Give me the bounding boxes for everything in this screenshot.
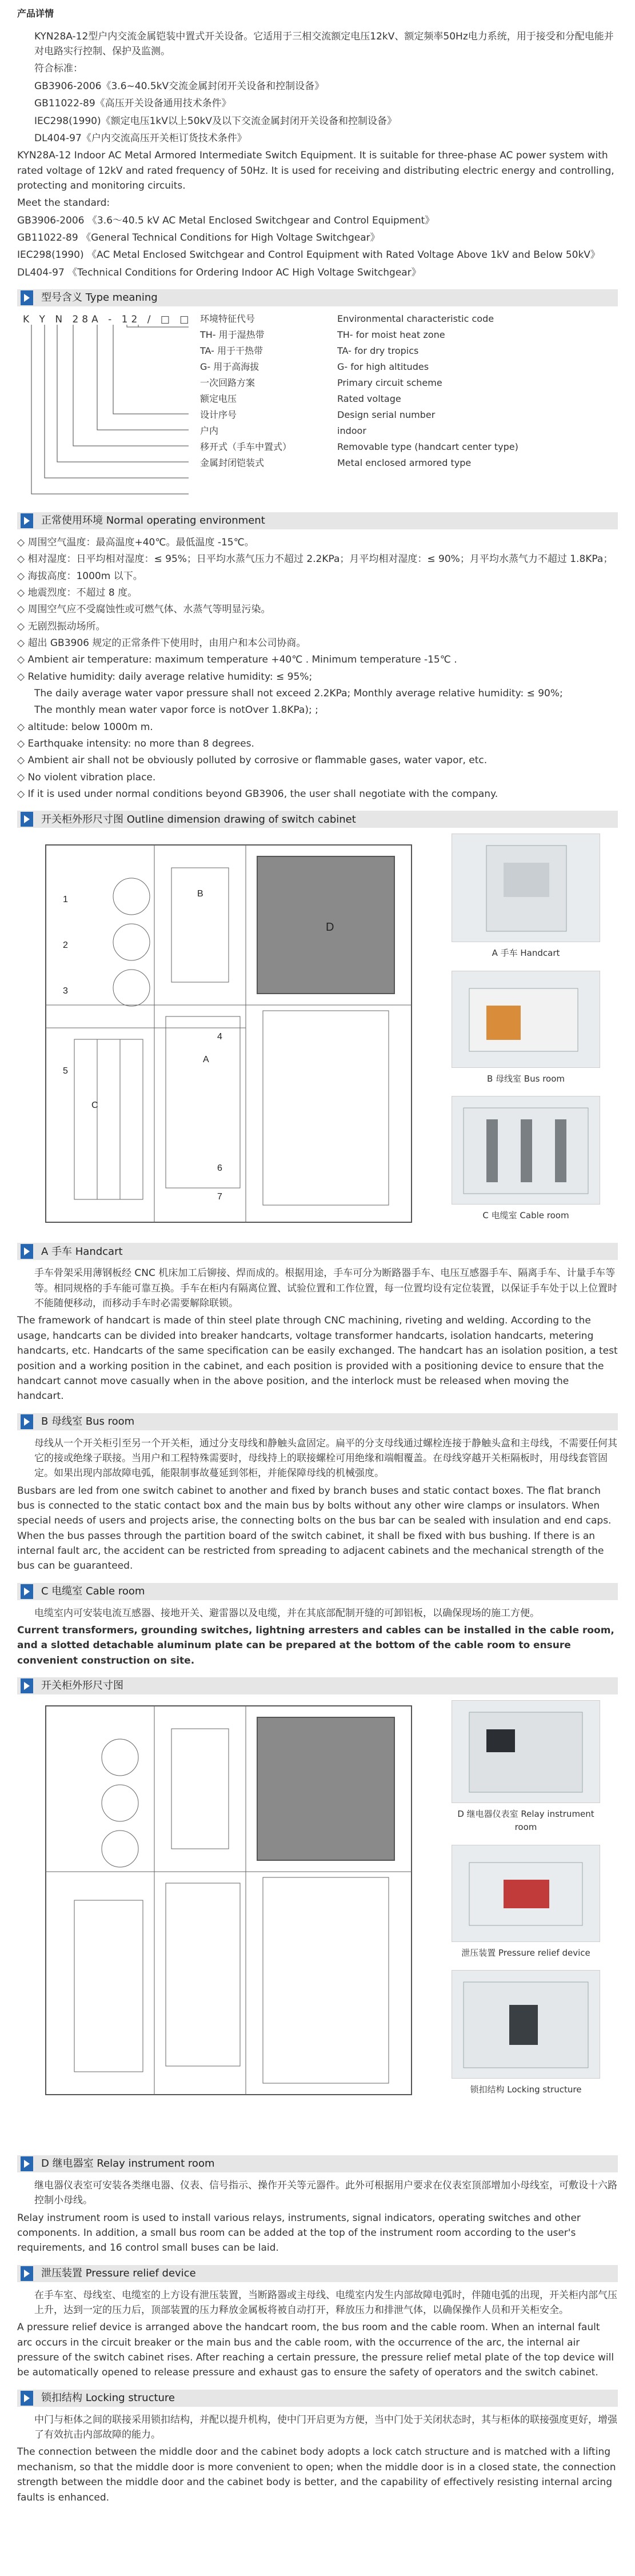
photo-column-2	[452, 1700, 600, 2107]
section-header-pressure	[17, 2265, 618, 2282]
type-row-cn: 户内	[200, 425, 219, 436]
section-header-locking	[17, 2390, 618, 2407]
handcart-cn: 手车骨架采用薄钢板经 CNC 机床加工后铆接、焊而成的。根据用途，手车可分为断路器手车、电压互感器手车、隔离手车、计量手车等等。相同规格的手车能可靠互换。手车在柜内有隔离位置、试验位置和工作位置，每一位置均设有定位装置，以保证手车处于以上位置时不能随便移动，而移动手车时必需要解除联锁。	[34, 1267, 617, 1310]
relay-room-photo	[452, 1700, 600, 1803]
standard-en: DL404-97 《Technical Conditions for Ordering Indoor AC High Voltage Switchgear》	[17, 266, 421, 278]
environment-cn-list	[17, 535, 618, 651]
env-item-cn: ◇ 周围空气温度：最高温度+40℃。最低温度 -15℃。	[17, 536, 254, 548]
section-arrow-icon	[21, 2156, 33, 2171]
type-row-en: Design serial number	[337, 409, 436, 420]
env-item-cn: ◇ 超出 GB3906 规定的正常条件下使用时，由用户和本公司协商。	[17, 637, 306, 649]
standard-cn: GB3906-2006《3.6~40.5kV交流金属封闭开关设备和控制设备》	[34, 80, 325, 92]
type-row-cn: 金属封闭铠装式	[200, 457, 265, 468]
drawing-label: D	[326, 921, 334, 934]
photo-caption: C 电缆室 Cable room	[482, 1210, 569, 1221]
handcart-photo	[452, 834, 600, 942]
section-header-environment	[17, 512, 618, 529]
type-row-cn: 设计序号	[200, 409, 237, 420]
env-item-cn: ◇ 海拔高度：1000m 以下。	[17, 570, 143, 582]
section-header-handcart	[17, 1243, 618, 1260]
locking-en: The connection between the middle door and the cabinet body adopts a lock catch structure and is matched with a lifting mechanism, so that the middle door is more convenient to open; when the middle door is in a closed state, the connection strength between the middle door and the cabinet body is better, and the capability of effectively resisting internal arcing faults is enhanced.	[17, 2446, 616, 2503]
section-arrow-icon	[21, 2391, 33, 2406]
section-header-type-meaning	[17, 289, 618, 306]
section-arrow-icon	[21, 2266, 33, 2281]
type-row-cn: TH- 用于湿热带	[200, 329, 265, 340]
section-title: 正常使用环境 Normal operating environment	[41, 515, 265, 527]
drawing-label: A	[203, 1055, 209, 1065]
model-code-diagram	[17, 312, 618, 501]
type-row-en: Removable type (handcart center type)	[337, 441, 518, 452]
type-row-en: G- for high altitudes	[337, 361, 429, 372]
env-item-cn: ◇ 相对湿度：日平均相对湿度：≤ 95%；日平均水蒸气压力不超过 2.2KPa；月平均相对湿度：≤ 90%；月平均水蒸气力不超过 1.8KPa；	[17, 553, 613, 565]
environment-en-list	[17, 652, 618, 801]
standard-en: GB3906-2006 《3.6～40.5 kV AC Metal Enclosed Switchgear and Control Equipment》	[17, 214, 435, 226]
locking-cn: 中门与柜体之间的联接采用锁扣结构，并配以提升机构，使中门开启更为方便，当中门处于关闭状态时，其与柜体的联接强度更好，增强了有效抗击内部故障的能力。	[34, 2414, 617, 2441]
section-arrow-icon	[21, 513, 33, 528]
drawing-label: 1	[63, 895, 68, 905]
page-title: 产品详情	[17, 8, 54, 19]
pressure-en: A pressure relief device is arranged above the handcart room, the bus room and the cable room. When an internal fault arc occurs in the circuit breaker or the main bus and the cable room, with the occurrence of the arc, the internal air pressure of the switch cabinet rises. After reaching a certain pressure, the pressure relief metal plate of the top device will be automatically opened to release pressure and exhaust gas to ensure the safety of operators and the switch cabinet.	[17, 2322, 614, 2379]
standard-en: IEC298(1990) 《AC Metal Enclosed Switchgear and Control Equipment with Rated Voltage Above 1kV and Below 50kV》	[17, 249, 600, 261]
env-item-en: The monthly mean water vapor force is notOver 1.8KPa); ;	[34, 704, 318, 716]
section-header-relay	[17, 2155, 618, 2172]
type-row-en: TA- for dry tropics	[337, 345, 419, 356]
standard-cn: IEC298(1990)《额定电压1kV以上50kV及以下交流金属封闭开关设备和控制设备》	[34, 115, 397, 127]
photo-column	[452, 834, 600, 1233]
type-row-cn: 一次回路方案	[200, 377, 255, 388]
intro-cn-text: KYN28A-12型户内交流金属铠装中置式开关设备。它适用于三相交流额定电压12kV、额定频率50Hz电力系统，用于接受和分配电能并对电路实行控制、保护及监测。	[34, 30, 614, 58]
photo-caption: B 母线室 Bus room	[486, 1073, 565, 1084]
drawing-label: 7	[217, 1192, 222, 1202]
env-item-cn: ◇ 地震烈度：不超过 8 度。	[17, 587, 138, 599]
section-header-outline-2	[17, 1677, 618, 1694]
outline-drawing-area-2	[17, 1700, 618, 2146]
section-title: 锁扣结构 Locking structure	[41, 2391, 175, 2404]
section-arrow-icon	[21, 290, 33, 305]
drawing-label: 3	[63, 986, 68, 996]
relay-en: Relay instrument room is used to install various relays, instruments, signal indicators, operating switches and other components. In addition, a small bus room can be added at the top of the instrument room according to the user's requirements, and 16 control small buses can be laid.	[17, 2212, 581, 2254]
env-item-cn: ◇ 无剧烈振动场所。	[17, 620, 106, 632]
cableroom-cn: 电缆室内可安装电流互感器、接地开关、避雷器以及电缆，并在其底部配制开缝的可卸铝板，以确保现场的施工方便。	[34, 1607, 540, 1619]
photo-caption: D 继电器仪表室 Relay instrument room	[457, 1809, 594, 1833]
type-row-cn: 额定电压	[200, 393, 237, 404]
section-title: C 电缆室 Cable room	[41, 1585, 145, 1597]
section-header-outline	[17, 811, 618, 828]
env-item-en: ◇ Ambient air temperature: maximum temperature +40℃ . Minimum temperature -15℃ .	[17, 654, 457, 666]
section-arrow-icon	[21, 1414, 33, 1429]
section-title: D 继电器室 Relay instrument room	[41, 2158, 215, 2170]
section-header-cableroom	[17, 1583, 618, 1600]
intro-en-text: KYN28A-12 Indoor AC Metal Armored Intermediate Switch Equipment. It is suitable for three-phase AC power system with rated voltage of 12kV and rated frequency of 50Hz. It is used for receiving and distributing electric energy and controlling, protecting and monitoring circuits.	[17, 150, 614, 192]
cableroom-en: Current transformers, grounding switches, lightning arresters and cables can be installed in the cable room, and a slotted detachable aluminum plate can be prepared at the bottom of the cable room to ensure convenient construction on site.	[17, 1624, 614, 1666]
standard-en: GB11022-89 《General Technical Conditions for High Voltage Switchgear》	[17, 232, 380, 244]
type-row-en: TH- for moist heat zone	[337, 329, 445, 340]
section-title: B 母线室 Bus room	[41, 1415, 135, 1427]
type-row-en: indoor	[337, 425, 366, 436]
drawing-label: 4	[217, 1032, 222, 1042]
env-item-en: The daily average water vapor pressure shall not exceed 2.2KPa; Monthly average relative humidity: ≤ 90%;	[34, 688, 563, 700]
drawing-label: 5	[63, 1066, 68, 1076]
env-item-en: ◇ altitude: below 1000m m.	[17, 721, 153, 733]
drawing-label: 2	[63, 940, 68, 951]
env-item-en: ◇ If it is used under normal conditions beyond GB3906, the user shall negotiate with the company.	[17, 788, 498, 800]
switch-cabinet-drawing	[40, 834, 429, 1234]
drawing-label: C	[91, 1100, 98, 1111]
env-item-cn: ◇ 周围空气应不受腐蚀性或可燃气体、水蒸气等明显污染。	[17, 604, 271, 616]
env-item-en: ◇ Earthquake intensity: no more than 8 degrees.	[17, 738, 254, 750]
section-title: 开关柜外形尺寸图	[41, 1680, 123, 1692]
locking-structure-photo	[452, 1970, 600, 2079]
section-arrow-icon	[21, 1244, 33, 1259]
env-item-en: ◇ No violent vibration place.	[17, 771, 156, 783]
type-row-cn: 移开式（手车中置式）	[200, 441, 292, 452]
model-code-leader-lines	[17, 312, 314, 501]
model-code: K Y N 28A - 12 / □ □	[23, 313, 193, 325]
bus-room-photo	[452, 971, 600, 1068]
pressure-relief-photo	[452, 1845, 600, 1942]
section-title: A 手车 Handcart	[41, 1245, 123, 1258]
section-header-busroom	[17, 1413, 618, 1430]
pressure-cn: 在手车室、母线室、电缆室的上方设有泄压装置，当断路器或主母线、电缆室内发生内部故障电弧时，伴随电弧的出现，开关柜内部气压上升，达到一定的压力后，顶部装置的压力释放金属板将被自动打开，释放压力和排泄气体，以确保操作人员和开关柜安全。	[34, 2289, 617, 2316]
type-row-en: Rated voltage	[337, 393, 401, 404]
type-row-cn: TA- 用于干热带	[200, 345, 263, 356]
section-arrow-icon	[21, 1678, 33, 1693]
busroom-cn: 母线从一个开关柜引至另一个开关柜，通过分支母线和静触头盒固定。扁平的分支母线通过螺栓连接于静触头盒和主母线，不需要任何其它的接或绝缘子联接。当用户和工程特殊需要时，母线持上的联接螺栓可用绝缘和端帽覆盖。在母线穿越开关柜隔板时，用母线套管固定。如果出现内部故障电弧，能限制事故蔓延到邻柜，并能保障母线的机械强度。	[34, 1437, 617, 1480]
section-title: 开关柜外形尺寸图 Outline dimension drawing of switch cabinet	[41, 813, 356, 826]
env-item-en: ◇ Relative humidity: daily average relative humidity: ≤ 95%;	[17, 671, 313, 683]
section-arrow-icon	[21, 1584, 33, 1599]
outline-drawing-area	[17, 834, 618, 1234]
cable-room-photo	[452, 1096, 600, 1205]
type-row-en: Primary circuit scheme	[337, 377, 442, 388]
relay-room-block	[257, 1717, 394, 1860]
section-arrow-icon	[21, 812, 33, 827]
photo-caption: 锁扣结构 Locking structure	[470, 2084, 582, 2095]
photo-caption: 泄压装置 Pressure relief device	[461, 1947, 590, 1958]
env-item-en: ◇ Ambient air shall not be obviously polluted by corrosive or flammable gases, water vapor, etc.	[17, 755, 488, 767]
relay-cn: 继电器仪表室可安装各类继电器、仪表、信号指示、操作开关等元器件。此外可根据用户要求在仪表室顶部增加小母线室，可敷设十六路控制小母线。	[34, 2180, 617, 2207]
drawing-label: 6	[217, 1163, 222, 1174]
handcart-en: The framework of handcart is made of thin steel plate through CNC machining, riveting and welding. According to the usage, handcarts can be divided into breaker handcarts, voltage transformer handcarts, isolation handcarts, metering handcarts, etc. Handcarts of the same specification can be easily exchanged. The handcart has an isolation position, a test position and a working position in the cabinet, and each position is provided with a positioning device to ensure that the handcart cannot move casually when in the above position, and the interlock must be released when moving the handcart.	[17, 1315, 618, 1402]
type-row-cn: 环境特征代号	[200, 313, 255, 324]
standard-cn: GB11022-89《高压开关设备通用技术条件》	[34, 98, 231, 110]
standards-label-en: Meet the standard:	[17, 197, 110, 209]
type-row-en: Metal enclosed armored type	[337, 457, 472, 468]
section-title: 型号含义 Type meaning	[41, 292, 158, 304]
section-title: 泄压装置 Pressure relief device	[41, 2267, 196, 2279]
standard-cn: DL404-97《户内交流高压开关柜订货技术条件》	[34, 132, 247, 144]
type-row-cn: G- 用于高海拔	[200, 361, 259, 372]
photo-caption: A 手车 Handcart	[492, 948, 560, 959]
switch-cabinet-drawing-2	[40, 1700, 429, 2112]
standards-label-cn: 符合标准：	[34, 63, 83, 75]
drawing-label: B	[197, 889, 203, 899]
intro-section	[17, 29, 618, 280]
type-row-en: Environmental characteristic code	[337, 313, 494, 324]
busroom-en: Busbars are led from one switch cabinet to another and fixed by branch buses and static contact boxes. The flat branch bus is connected to the static contact box and the main bus by bolts without any other wire clamps or insulators. When special needs of users and projects arise, the connecting bolts on the bus bar can be sealed with insulation and end caps. When the bus passes through the partition board of the switch cabinet, it shall be fixed with bus bushing. If there is an internal fault arc, the accident can be restricted from spreading to adjacent cabinets and the mechanical strength of the bus can be guaranteed.	[17, 1485, 612, 1572]
